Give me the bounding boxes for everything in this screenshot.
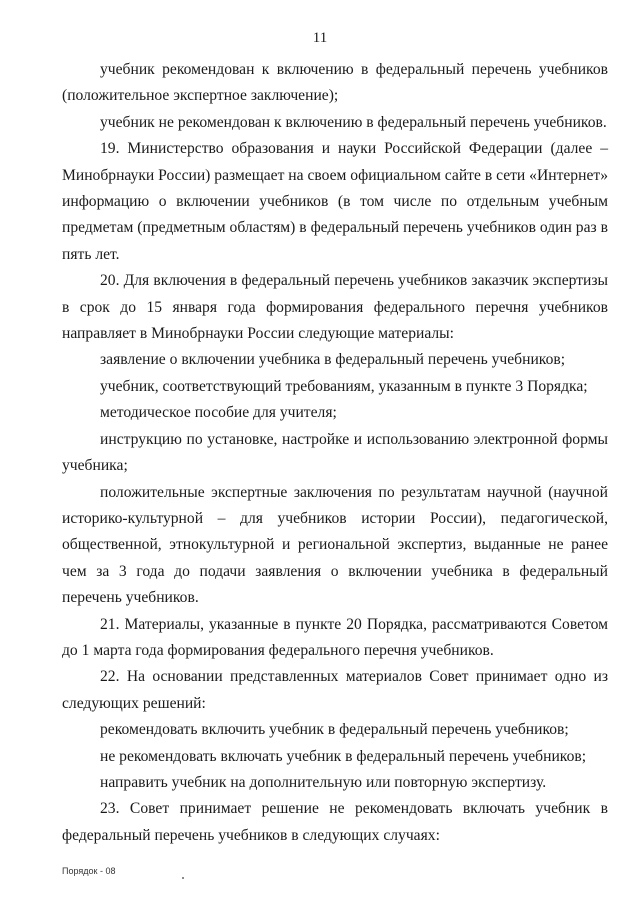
paragraph-22: 22. На основании представленных материалов Совет принимает одно из следующих решений: [62, 668, 608, 712]
paragraph: положительные экспертные заключения по результатам научной (научной историко-культурной – для учебников истории России), педагогической, общественной, этнокультурной и региональной экспертиз, выданные не ранее чем за 3 года до подачи заявления о включении учебника в федеральный перечень учебников. [62, 483, 608, 607]
paragraph: учебник не рекомендован к включению в федеральный перечень учебников. [100, 113, 607, 131]
page-number: 11 [312, 30, 328, 46]
paragraph-19: 19. Министерство образования и науки Российской Федерации (далее – Минобрнауки России) размещает на своем официальном сайте в сети «Интернет» информацию о включении учебников (в том числе по отдельным учебным предметам (предметным областям) в федеральный перечень учебников один раз в пять лет. [62, 140, 608, 263]
paragraph: не рекомендовать включать учебник в федеральный перечень учебников; [100, 747, 587, 765]
page-footer: Порядок - 08 [62, 866, 116, 876]
paragraph-23: 23. Совет принимает решение не рекомендовать включать учебник в федеральный перечень учебников в следующих случаях: [62, 800, 608, 844]
paragraph: заявление о включении учебника в федеральный перечень учебников; [100, 351, 566, 369]
paragraph: направить учебник на дополнительную или повторную экспертизу. [100, 773, 547, 791]
paragraph-20: 20. Для включения в федеральный перечень учебников заказчик экспертизы в срок до 15 января года формирования федерального перечня учебников направляет в Минобрнауки России следующие материалы: [62, 272, 608, 343]
paragraph: учебник, соответствующий требованиям, указанным в пункте 3 Порядка; [100, 377, 588, 395]
paragraph: рекомендовать включить учебник в федеральный перечень учебников; [100, 721, 569, 739]
document-body [62, 57, 608, 849]
paragraph-21: 21. Материалы, указанные в пункте 20 Порядка, рассматриваются Советом до 1 марта года формирования федерального перечня учебников. [62, 615, 608, 659]
scan-speck [182, 877, 184, 879]
paragraph: учебник рекомендован к включению в федеральный перечень учебников (положительное экспертное заключение); [62, 61, 608, 105]
paragraph: методическое пособие для учителя; [100, 404, 337, 422]
paragraph: инструкцию по установке, настройке и использованию электронной формы учебника; [62, 430, 608, 475]
